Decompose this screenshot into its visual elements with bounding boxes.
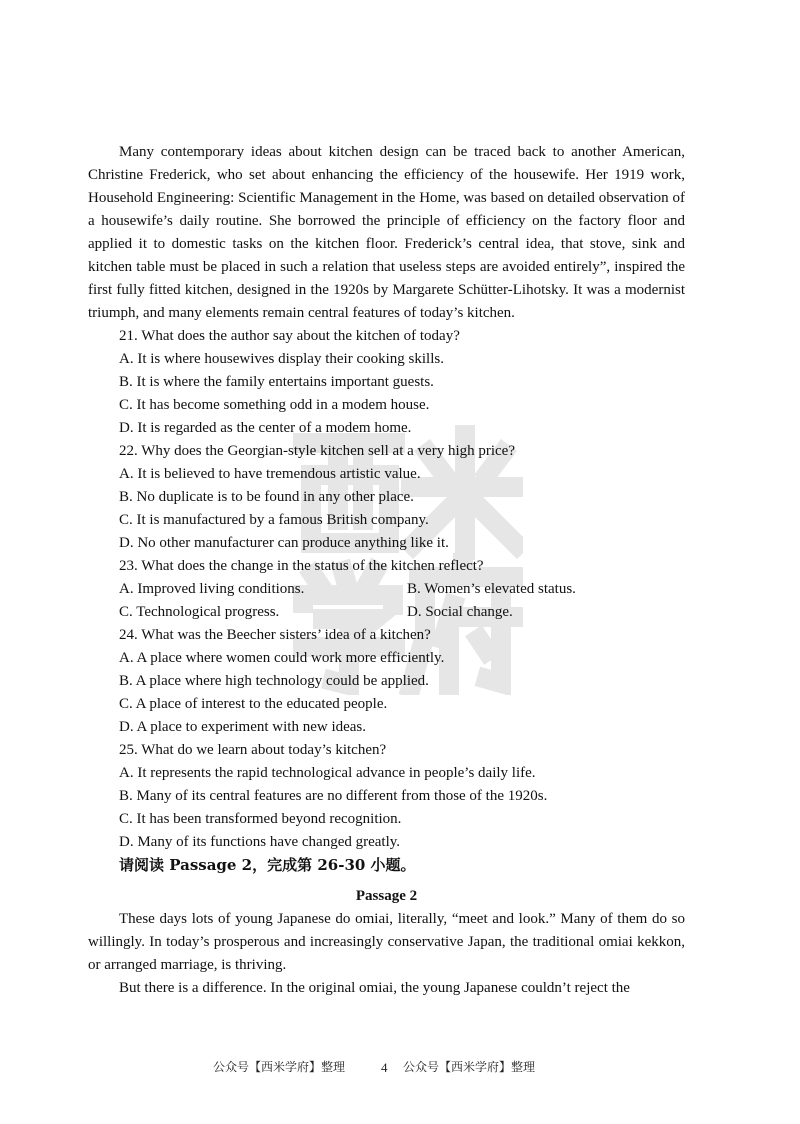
question-23-option-b: B. Women’s elevated status. — [407, 581, 576, 597]
footer-left-text: 公众号【西米学府】整理 — [213, 1060, 346, 1074]
question-25-stem: 25. What do we learn about today’s kitchen? — [119, 742, 387, 758]
passage2-paragraph-1: These days lots of young Japanese do omiai, literally, “meet and look.” Many of them do so willingly. In today’s prosperous and increasingly conservative Japan, the traditional omiai kekkon, or arranged marriage, is thriving. — [88, 911, 685, 973]
question-21-option-d: D. It is regarded as the center of a modem home. — [119, 420, 412, 436]
question-22-option-b: B. No duplicate is to be found in any other place. — [119, 489, 414, 505]
question-23-options-row-1 — [88, 578, 685, 601]
question-22-option-a: A. It is believed to have tremendous artistic value. — [119, 466, 421, 482]
question-24-option-a: A. A place where women could work more efficiently. — [119, 650, 445, 666]
question-23-option-d: D. Social change. — [407, 604, 513, 620]
question-23-stem: 23. What does the change in the status of the kitchen reflect? — [119, 558, 484, 574]
question-24-stem: 24. What was the Beecher sisters’ idea of a kitchen? — [119, 627, 431, 643]
passage2-instruction: 请阅读 Passage 2，完成第 26-30 小题。 — [119, 856, 416, 874]
footer-right-text: 公众号【西米学府】整理 — [403, 1060, 536, 1074]
passage2-title: Passage 2 — [355, 888, 418, 904]
question-21-option-c: C. It has become something odd in a modem house. — [119, 397, 430, 413]
question-25-option-d: D. Many of its functions have changed greatly. — [119, 834, 401, 850]
passage2-paragraph-2: But there is a difference. In the original omiai, the young Japanese couldn’t reject the — [119, 980, 630, 996]
question-21-option-a: A. It is where housewives display their cooking skills. — [119, 351, 444, 367]
page-footer — [0, 1058, 800, 1078]
question-25-option-c: C. It has been transformed beyond recognition. — [119, 811, 402, 827]
question-25-option-b: B. Many of its central features are no different from those of the 1920s. — [119, 788, 548, 804]
passage1-paragraph: Many contemporary ideas about kitchen design can be traced back to another American, Christine Frederick, who set about enhancing the efficiency of the housewife. Her 1919 work, Household Engineering: Scientific Management in the Home, was based on detailed observation of a housewife’s daily routine. She borrowed the principle of efficiency on the factory floor and applied it to domestic tasks on the kitchen floor. Frederick’s central idea, that stove, sink and kitchen table must be placed in such a relation that useless steps are avoided entirely”, inspired the first fully fitted kitchen, designed in the 1920s by Margarete Schütter-Lihotsky. It was a modernist triumph, and many elements remain central features of today’s kitchen. — [88, 144, 685, 321]
page-number: 4 — [381, 1060, 388, 1075]
question-22-option-d: D. No other manufacturer can produce anything like it. — [119, 535, 449, 551]
question-24-option-b: B. A place where high technology could be applied. — [119, 673, 429, 689]
question-22-option-c: C. It is manufactured by a famous British company. — [119, 512, 429, 528]
page-content — [88, 141, 685, 1000]
question-25-option-a: A. It represents the rapid technological advance in people’s daily life. — [119, 765, 536, 781]
question-21-stem: 21. What does the author say about the kitchen of today? — [119, 328, 460, 344]
question-24-option-c: C. A place of interest to the educated people. — [119, 696, 388, 712]
question-24-option-d: D. A place to experiment with new ideas. — [119, 719, 367, 735]
question-23-option-a: A. Improved living conditions. — [119, 581, 305, 597]
question-22-stem: 22. Why does the Georgian-style kitchen sell at a very high price? — [119, 443, 515, 459]
question-23-option-c: C. Technological progress. — [119, 604, 280, 620]
question-21-option-b: B. It is where the family entertains important guests. — [119, 374, 434, 390]
question-23-options-row-2 — [88, 601, 685, 624]
